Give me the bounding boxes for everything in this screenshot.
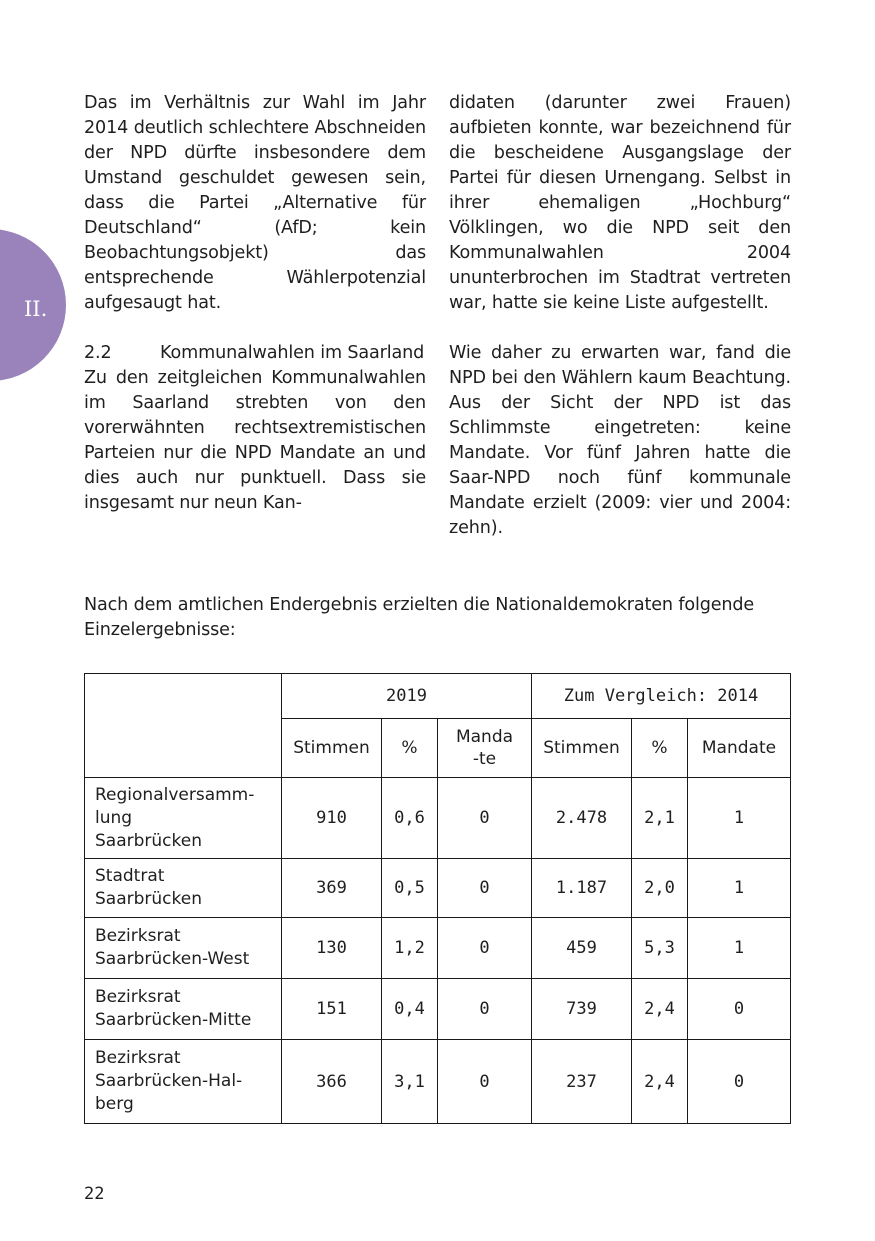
cell-pct-2014: 5,3	[632, 918, 688, 979]
row-label-line: Regionalversamm-	[95, 784, 255, 805]
right-column	[449, 91, 791, 541]
cell-mandate-2019: 0	[438, 979, 532, 1040]
row-label-line: Saarbrücken-Mitte	[95, 1010, 252, 1030]
paragraph: didaten (darunter zwei Frauen) aufbieten konnte, war bezeichnend für die bescheidene Ausgangslage der Partei für diesen Urnengang. Selbst in ihrer ehemaligen „Hochburg“ Völklingen, wo die NPD seit den Kommunalwahlen 2004 ununterbrochen im Stadtrat vertreten war, hatte sie keine Liste aufgestellt.	[449, 93, 791, 313]
group-header-2019: 2019	[282, 674, 532, 719]
cell-stimmen-2019: 910	[282, 778, 382, 859]
paragraph: Wie daher zu erwarten war, fand die NPD bei den Wählern kaum Beachtung. Aus der Sicht der NPD ist das Schlimmste eingetreten: keine Mandate. Vor fünf Jahren hatte die Saar-NPD noch fünf kommunale Mandate erzielt (2009: vier und 2004: zehn).	[449, 343, 791, 538]
cell-pct-2019: 0,4	[382, 979, 438, 1040]
cell-mandate-2019: 0	[438, 1040, 532, 1124]
row-label-line: Bezirksrat	[95, 1048, 181, 1068]
col-header-mandate-text: Manda-te	[455, 727, 514, 769]
col-header-pct-2014: %	[632, 719, 688, 778]
row-label-line: lung	[95, 807, 133, 828]
row-label-line: berg	[95, 1094, 134, 1114]
col-header-mandate-2014: Mandate	[688, 719, 791, 778]
cell-mandate-2014: 0	[688, 979, 791, 1040]
cell-stimmen-2014: 739	[532, 979, 632, 1040]
table-row	[85, 778, 791, 859]
cell-stimmen-2014: 2.478	[532, 778, 632, 859]
row-label-line: Bezirksrat	[95, 926, 181, 946]
section-heading	[84, 341, 426, 366]
row-label	[85, 979, 282, 1040]
cell-mandate-2014: 1	[688, 918, 791, 979]
cell-stimmen-2019: 151	[282, 979, 382, 1040]
cell-pct-2019: 1,2	[382, 918, 438, 979]
cell-stimmen-2019: 130	[282, 918, 382, 979]
row-label	[85, 918, 282, 979]
row-label	[85, 859, 282, 918]
cell-mandate-2019: 0	[438, 918, 532, 979]
group-header-2014: Zum Vergleich: 2014	[532, 674, 791, 719]
row-label-line: Saarbrücken	[95, 889, 202, 909]
row-label-line: Saarbrücken-Hal-	[95, 1071, 243, 1091]
row-label-line: Stadtrat	[95, 866, 165, 886]
cell-mandate-2014: 0	[688, 1040, 791, 1124]
cell-stimmen-2014: 1.187	[532, 859, 632, 918]
cell-stimmen-2014: 237	[532, 1040, 632, 1124]
col-header-stimmen-2014: Stimmen	[532, 719, 632, 778]
row-label	[85, 778, 282, 859]
cell-stimmen-2014: 459	[532, 918, 632, 979]
col-header-mandate	[438, 719, 532, 778]
row-label-line: Saarbrücken	[95, 830, 202, 851]
row-label	[85, 1040, 282, 1124]
col-header-stimmen: Stimmen	[282, 719, 382, 778]
cell-pct-2014: 2,0	[632, 859, 688, 918]
paragraph: Das im Verhältnis zur Wahl im Jahr 2014 deutlich schlechtere Abschneiden der NPD dürfte insbesondere dem Umstand geschuldet gewesen sein, dass die Partei „Alternative für Deutschland“ (AfD; kein Beobachtungsobjekt) das entsprechende Wählerpotenzial aufgesaugt hat.	[84, 93, 426, 313]
table-header-row	[85, 674, 791, 719]
cell-pct-2014: 2,1	[632, 778, 688, 859]
col-header-pct: %	[382, 719, 438, 778]
left-column	[84, 91, 426, 516]
corner-cell	[85, 674, 282, 778]
cell-mandate-2014: 1	[688, 859, 791, 918]
cell-mandate-2019: 0	[438, 859, 532, 918]
cell-pct-2014: 2,4	[632, 979, 688, 1040]
table-row	[85, 1040, 791, 1124]
row-label-line: Bezirksrat	[95, 987, 181, 1007]
cell-pct-2014: 2,4	[632, 1040, 688, 1124]
chapter-label: II.	[24, 297, 48, 321]
table-row	[85, 918, 791, 979]
section-number: 2.2	[84, 343, 112, 363]
cell-mandate-2014: 1	[688, 778, 791, 859]
cell-pct-2019: 0,5	[382, 859, 438, 918]
table-row	[85, 979, 791, 1040]
results-table	[84, 673, 791, 1124]
section-title: Kommunalwahlen im Saarland	[160, 343, 425, 363]
cell-stimmen-2019: 366	[282, 1040, 382, 1124]
cell-pct-2019: 3,1	[382, 1040, 438, 1124]
cell-mandate-2019: 0	[438, 778, 532, 859]
row-label-line: Saarbrücken-West	[95, 949, 250, 969]
table-row	[85, 859, 791, 918]
cell-pct-2019: 0,6	[382, 778, 438, 859]
page-number: 22	[84, 1184, 105, 1204]
intro-text: Nach dem amtlichen Endergebnis erzielten die Nationaldemokraten folgende Einzelergebnisse:	[84, 595, 755, 640]
table-intro	[84, 593, 790, 643]
paragraph: Zu den zeitgleichen Kommunalwahlen im Saarland strebten von den vorerwähnten rechtsextremistischen Parteien nur die NPD Mandate an und dies auch nur punktuell. Dass sie insgesamt nur neun Kan-	[84, 368, 426, 513]
cell-stimmen-2019: 369	[282, 859, 382, 918]
